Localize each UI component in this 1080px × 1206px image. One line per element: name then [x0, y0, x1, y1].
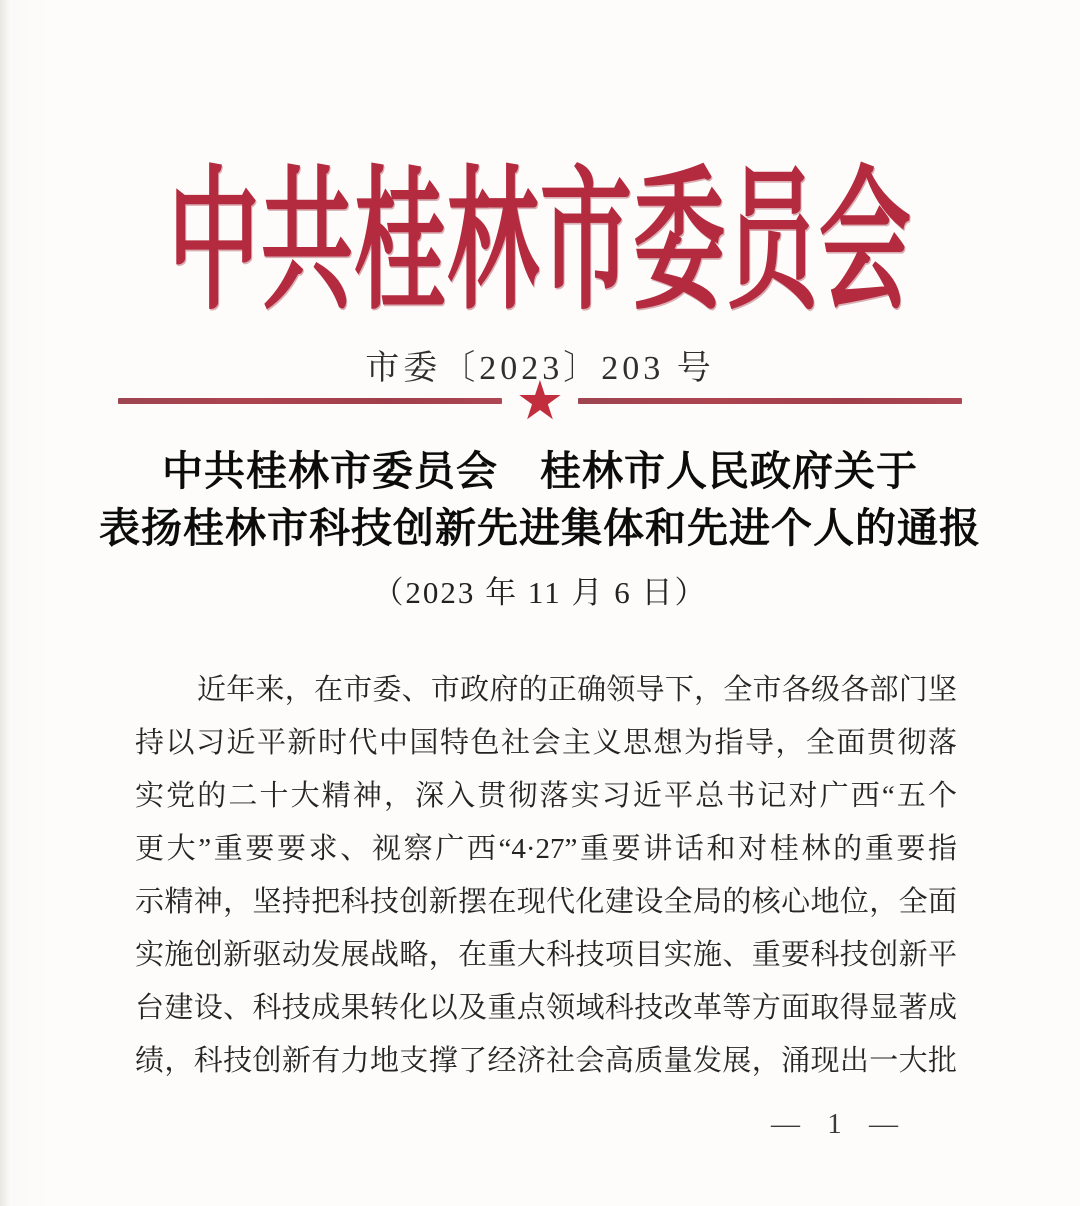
- red-divider: [118, 369, 962, 432]
- divider-line-left: [118, 398, 502, 404]
- document-date: （2023 年 11 月 6 日）: [372, 575, 708, 610]
- body-line: 示精神，坚持把科技创新摆在现代化建设全局的核心地位，全面: [135, 886, 957, 918]
- body-line: 近年来，在市委、市政府的正确领导下，全市各级各部门坚: [197, 674, 957, 706]
- letterhead-org-name: 中共桂林市委员会: [167, 156, 912, 328]
- document-title: [0, 443, 1080, 557]
- body-line: 绩，科技创新有力地支撑了经济社会高质量发展，涌现出一大批: [135, 1045, 957, 1077]
- document-title-line2: 表扬桂林市科技创新先进集体和先进个人的通报: [99, 505, 981, 551]
- divider-line-right: [578, 398, 962, 404]
- body-line: 更大”重要要求、视察广西“4·27”重要讲话和对桂林的重要指: [135, 833, 957, 865]
- letterhead: [0, 118, 1080, 328]
- body-paragraph: [135, 664, 957, 1088]
- page-number: — 1 —: [771, 1108, 908, 1140]
- body-line: 台建设、科技成果转化以及重点领域科技改革等方面取得显著成: [135, 992, 957, 1024]
- body-line: 实施创新驱动发展战略，在重大科技项目实施、重要科技创新平: [135, 939, 957, 971]
- star-icon: ★: [515, 369, 565, 432]
- body-line: 持以习近平新时代中国特色社会主义思想为指导，全面贯彻落: [135, 727, 957, 759]
- doc-number: 市委〔2023〕203 号: [365, 350, 715, 387]
- body-line: 实党的二十大精神，深入贯彻落实习近平总书记对广西“五个: [135, 780, 957, 812]
- document-title-line1: 中共桂林市委员会 桂林市人民政府关于: [162, 448, 918, 494]
